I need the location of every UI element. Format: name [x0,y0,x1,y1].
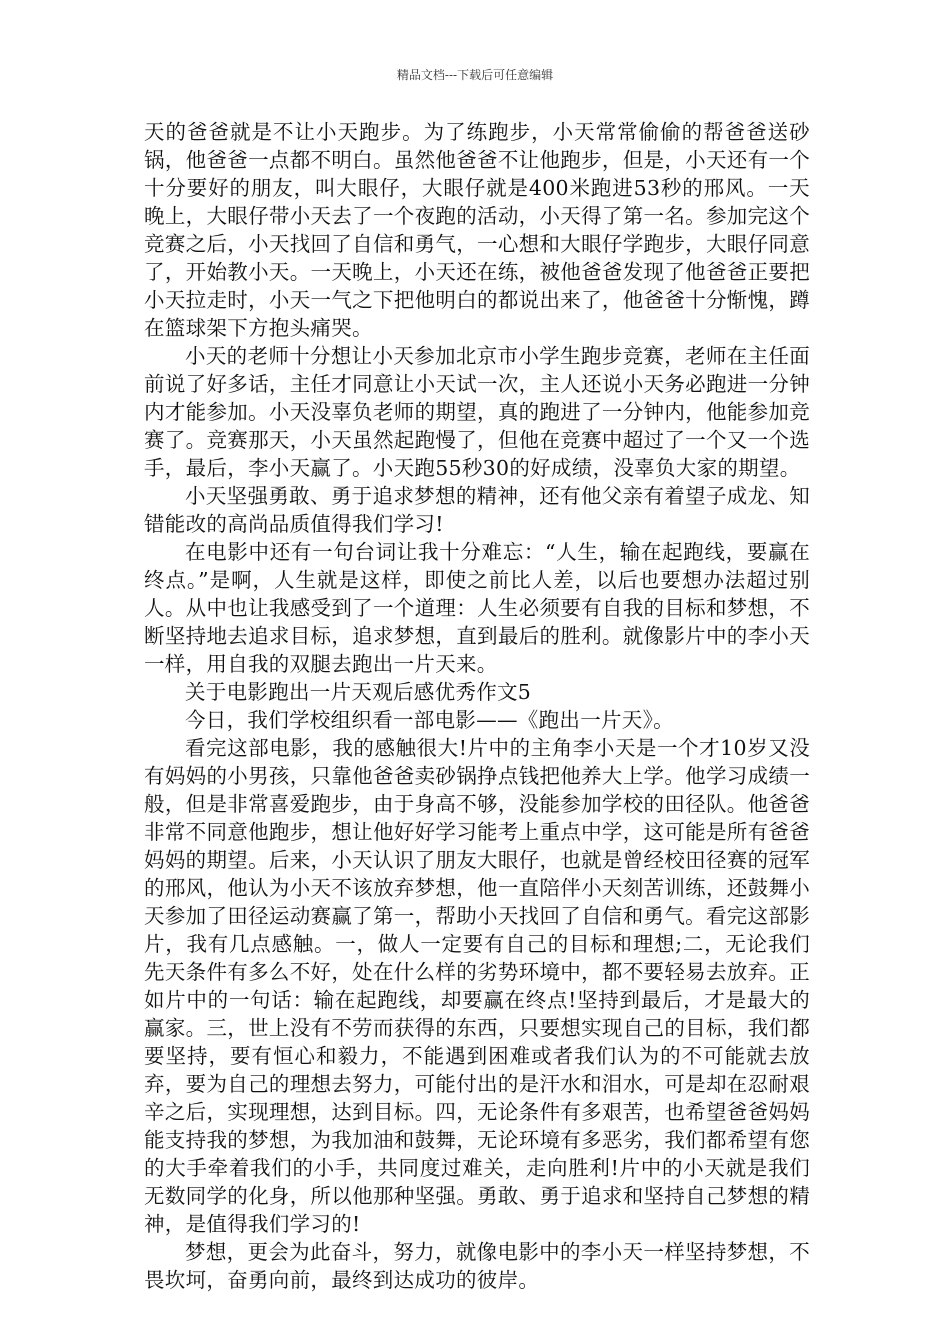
paragraph-6: 看完这部电影，我的感触很大!片中的主角李小天是一个才10岁又没有妈妈的小男孩，只靠他爸爸卖砂锅挣点钱把他养大上学。他学习成绩一般，但是非常喜爱跑步，由于身高不够，没能参加学校的田径队。他爸爸非常不同意他跑步，想让他好好学习能考上重点中学，这可能是所有爸爸妈妈的期望。后来，小天认识了朋友大眼仔，也就是曾经校田径赛的冠军的邢风，他认为小天不该放弃梦想，他一直陪伴小天刻苦训练，还鼓舞小天参加了田径运动赛赢了第一，帮助小天找回了自信和勇气。看完这部影片，我有几点感触。一，做人一定要有自己的目标和理想;二，无论我们先天条件有多么不好，处在什么样的劣势环境中，都不要轻易去放弃。正如片中的一句话：输在起跑线，却要赢在终点!坚持到最后，才是最大的赢家。三，世上没有不劳而获得的东西，只要想实现自己的目标，我们都要坚持，要有恒心和毅力，不能遇到困难或者我们认为的不可能就去放弃，要为自己的理想去努力，可能付出的是汗水和泪水，可是却在忍耐艰辛之后，实现理想，达到目标。四，无论条件有多艰苦，也希望爸爸妈妈能支持我的梦想，为我加油和鼓舞，无论环境有多恶劣，我们都希望有您的大手牵着我们的小手，共同度过难关，走向胜利!片中的小天就是我们无数同学的化身，所以他那种坚强。勇敢、勇于追求和坚持自己梦想的精神，是值得我们学习的! [144,736,810,1236]
document-body [144,118,810,1294]
paragraph-7: 梦想，更会为此奋斗，努力，就像电影中的李小天一样坚持梦想，不畏坎坷，奋勇向前，最终到达成功的彼岸。 [144,1240,810,1292]
paragraph-5: 今日，我们学校组织看一部电影——《跑出一片天》。 [185,708,674,732]
page-header: 精品文档---下载后可任意编辑 [396,68,554,82]
paragraph-1: 天的爸爸就是不让小天跑步。为了练跑步，小天常常偷偷的帮爸爸送砂锅，他爸爸一点都不明白。虽然他爸爸不让他跑步，但是，小天还有一个十分要好的朋友，叫大眼仔，大眼仔就是400米跑进53秒的邢风。一天晚上，大眼仔带小天去了一个夜跑的活动，小天得了第一名。参加完这个竞赛之后，小天找回了自信和勇气，一心想和大眼仔学跑步，大眼仔同意了，开始教小天。一天晚上，小天还在练，被他爸爸发现了他爸爸正要把小天拉走时，小天一气之下把他明白的都说出来了，他爸爸十分惭愧，蹲在篮球架下方抱头痛哭。 [144,120,810,340]
paragraph-4: 在电影中还有一句台词让我十分难忘：“人生，输在起跑线，要赢在终点。”是啊，人生就是这样，即使之前比人差，以后也要想办法超过别人。从中也让我感受到了一个道理：人生必须要有自我的目标和梦想，不断坚持地去追求目标，追求梦想，直到最后的胜利。就像影片中的李小天一样，用自我的双腿去跑出一片天来。 [144,540,810,676]
paragraph-3: 小天坚强勇敢、勇于追求梦想的精神，还有他父亲有着望子成龙、知错能改的高尚品质值得我们学习! [144,484,810,536]
section-heading: 关于电影跑出一片天观后感优秀作文5 [185,680,532,704]
paragraph-2: 小天的老师十分想让小天参加北京市小学生跑步竞赛，老师在主任面前说了好多话，主任才同意让小天试一次，主人还说小天务必跑进一分钟内才能参加。小天没辜负老师的期望，真的跑进了一分钟内，他能参加竞赛了。竞赛那天，小天虽然起跑慢了，但他在竞赛中超过了一个又一个选手，最后，李小天赢了。小天跑55秒30的好成绩，没辜负大家的期望。 [144,344,810,480]
